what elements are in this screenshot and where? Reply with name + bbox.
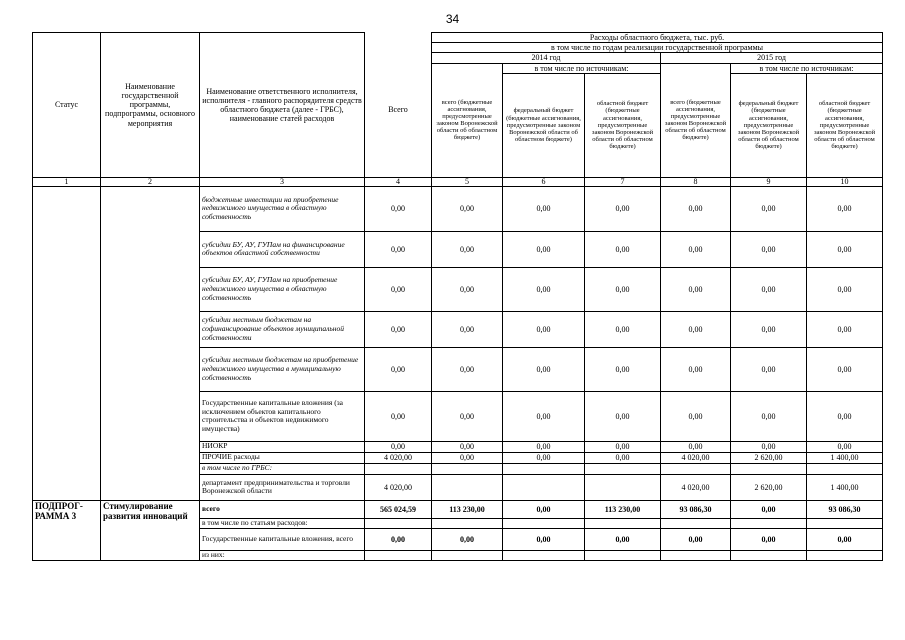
row-label: субсидии местным бюджетам на приобретение недвижимого имущества в муниципальную собственность — [200, 347, 365, 391]
col-number: 10 — [807, 177, 883, 186]
value-cell — [365, 463, 432, 474]
empty-cell — [807, 550, 883, 560]
year-2014-header: 2014 год — [432, 53, 661, 63]
total-header: Всего — [365, 43, 432, 178]
empty-cell — [661, 550, 731, 560]
value-cell: 0,00 — [731, 500, 807, 518]
value-cell: 4 020,00 — [365, 452, 432, 463]
value-cell: 0,00 — [585, 311, 661, 347]
executor-header: Наименование ответственного исполнителя, исполнителя - главного распорядителя средств областного бюджета (далее - ГРБС), наименование статей расходов — [200, 33, 365, 178]
value-cell: 0,00 — [731, 186, 807, 231]
value-cell — [731, 463, 807, 474]
value-cell: 0,00 — [432, 186, 503, 231]
value-cell: 0,00 — [807, 231, 883, 267]
subprogram-name: Стимулирование развития инноваций — [101, 500, 200, 560]
value-cell — [661, 463, 731, 474]
value-cell: 0,00 — [365, 311, 432, 347]
value-cell: 0,00 — [585, 231, 661, 267]
column-numbers-row — [33, 177, 883, 186]
empty-cell — [731, 550, 807, 560]
row-label: субсидии БУ, АУ, ГУПам на финансирование объектов областной собственности — [200, 231, 365, 267]
value-cell: 0,00 — [365, 528, 432, 550]
col-number: 7 — [585, 177, 661, 186]
value-cell: 0,00 — [503, 441, 585, 452]
all-budget-2014-header: всего (бюджетные ассигнования, предусмотренные законом Воронежской области об областном бюджете) — [432, 63, 503, 177]
value-cell: 0,00 — [432, 311, 503, 347]
value-cell: 0,00 — [503, 186, 585, 231]
row-label: в том числе по ГРБС: — [200, 463, 365, 474]
value-cell: 0,00 — [432, 391, 503, 441]
value-cell: 0,00 — [661, 347, 731, 391]
value-cell: 0,00 — [661, 528, 731, 550]
value-cell: 113 230,00 — [585, 500, 661, 518]
value-cell: 0,00 — [432, 528, 503, 550]
value-cell: 0,00 — [731, 267, 807, 311]
of-them-label: из них: — [200, 550, 365, 560]
page-number: 34 — [445, 12, 460, 26]
col-number: 1 — [33, 177, 101, 186]
row-label: ПРОЧИЕ расходы — [200, 452, 365, 463]
value-cell: 0,00 — [365, 186, 432, 231]
value-cell — [585, 474, 661, 500]
col-number: 6 — [503, 177, 585, 186]
empty-cell — [731, 518, 807, 528]
value-cell: 93 086,30 — [661, 500, 731, 518]
row-label: департамент предпринимательства и торговли Воронежской области — [200, 474, 365, 500]
value-cell: 0,00 — [807, 267, 883, 311]
value-cell: 0,00 — [585, 441, 661, 452]
value-cell: 0,00 — [503, 391, 585, 441]
col-number: 5 — [432, 177, 503, 186]
value-cell: 0,00 — [807, 347, 883, 391]
regional-2014-header: областной бюджет (бюджетные ассигнования, предусмотренные законом Воронежской области об областном бюджете) — [585, 73, 661, 177]
value-cell: 0,00 — [432, 452, 503, 463]
value-cell: 0,00 — [503, 347, 585, 391]
col-number: 2 — [101, 177, 200, 186]
col-number: 3 — [200, 177, 365, 186]
value-cell: 4 020,00 — [661, 474, 731, 500]
value-cell: 0,00 — [585, 186, 661, 231]
program-empty-cell — [101, 186, 200, 500]
col-number: 4 — [365, 177, 432, 186]
budget-table — [32, 32, 883, 561]
value-cell: 0,00 — [731, 441, 807, 452]
value-cell: 0,00 — [503, 500, 585, 518]
value-cell — [432, 463, 503, 474]
table-row — [33, 186, 883, 231]
col-number: 8 — [661, 177, 731, 186]
value-cell: 0,00 — [661, 231, 731, 267]
empty-cell — [585, 550, 661, 560]
value-cell: 0,00 — [365, 231, 432, 267]
all-budget-2015-header: всего (бюджетные ассигнования, предусмотренные законом Воронежской области об областном бюджете) — [661, 63, 731, 177]
value-cell: 0,00 — [432, 441, 503, 452]
col-number: 9 — [731, 177, 807, 186]
regional-2015-header: областной бюджет (бюджетные ассигнования, предусмотренные законом Воронежской области об областном бюджете) — [807, 73, 883, 177]
year-2015-header: 2015 год — [661, 53, 883, 63]
value-cell: 0,00 — [807, 441, 883, 452]
value-cell: 0,00 — [731, 347, 807, 391]
empty-cell — [432, 550, 503, 560]
row-label: бюджетные инвестиции на приобретение недвижимого имущества в областную собственность — [200, 186, 365, 231]
by-sources-2015-header: в том числе по источникам: — [731, 63, 883, 73]
value-cell: 0,00 — [731, 231, 807, 267]
value-cell — [585, 463, 661, 474]
value-cell: 0,00 — [432, 231, 503, 267]
empty-cell — [661, 518, 731, 528]
value-cell: 1 400,00 — [807, 474, 883, 500]
value-cell: 0,00 — [585, 528, 661, 550]
value-cell: 0,00 — [661, 441, 731, 452]
status-empty-cell — [33, 186, 101, 500]
value-cell: 0,00 — [585, 391, 661, 441]
program-name-header: Наименование государственной программы, подпрограммы, основного мероприятия — [101, 33, 200, 178]
value-cell — [503, 474, 585, 500]
by-articles-label: в том числе по статьям расходов: — [200, 518, 365, 528]
value-cell: 0,00 — [731, 311, 807, 347]
value-cell: 4 020,00 — [661, 452, 731, 463]
subprogram-status: ПОДПРОГ-РАММА 3 — [33, 500, 101, 560]
value-cell: 0,00 — [807, 528, 883, 550]
value-cell: 0,00 — [585, 267, 661, 311]
row-label: Государственные капитальные вложения (за исключением объектов капитального строительства и объектов недвижимого имущества) — [200, 391, 365, 441]
row-label: субсидии БУ, АУ, ГУПам на приобретение недвижимого имущества в областную собственность — [200, 267, 365, 311]
value-cell: 0,00 — [365, 347, 432, 391]
value-cell — [503, 463, 585, 474]
value-cell: 565 024,59 — [365, 500, 432, 518]
value-cell: 1 400,00 — [807, 452, 883, 463]
value-cell: 0,00 — [661, 311, 731, 347]
by-years-header: в том числе по годам реализации государственной программы — [432, 43, 883, 53]
value-cell: 0,00 — [661, 391, 731, 441]
empty-cell — [585, 518, 661, 528]
value-cell: 93 086,30 — [807, 500, 883, 518]
value-cell: 0,00 — [503, 267, 585, 311]
value-cell: 0,00 — [731, 528, 807, 550]
value-cell — [807, 463, 883, 474]
federal-2015-header: федеральный бюджет (бюджетные ассигнования, предусмотренные законом Воронежской области об областном бюджете) — [731, 73, 807, 177]
value-cell: 0,00 — [585, 347, 661, 391]
by-sources-2014-header: в том числе по источникам: — [503, 63, 661, 73]
federal-2014-header: федеральный бюджет (бюджетные ассигнования, предусмотренные законом Воронежской области об областном бюджете) — [503, 73, 585, 177]
status-header: Статус — [33, 33, 101, 178]
value-cell: 0,00 — [503, 528, 585, 550]
value-cell: 0,00 — [432, 267, 503, 311]
value-cell: 0,00 — [807, 186, 883, 231]
value-cell: 113 230,00 — [432, 500, 503, 518]
value-cell: 0,00 — [807, 311, 883, 347]
value-cell: 0,00 — [585, 452, 661, 463]
empty-cell — [365, 550, 432, 560]
empty-cell — [503, 550, 585, 560]
value-cell: 0,00 — [503, 311, 585, 347]
capital-label: Государственные капитальные вложения, всего — [200, 528, 365, 550]
value-cell: 0,00 — [661, 186, 731, 231]
value-cell: 2 620,00 — [731, 452, 807, 463]
value-cell: 0,00 — [503, 452, 585, 463]
empty-cell — [365, 518, 432, 528]
value-cell: 0,00 — [503, 231, 585, 267]
value-cell: 0,00 — [807, 391, 883, 441]
value-cell: 0,00 — [365, 391, 432, 441]
expenses-header: Расходы областного бюджета, тыс. руб. — [432, 33, 883, 43]
value-cell: 0,00 — [661, 267, 731, 311]
empty-cell — [503, 518, 585, 528]
value-cell: 0,00 — [365, 267, 432, 311]
row-label: субсидии местным бюджетам на софинансирование объектов муниципальной собственности — [200, 311, 365, 347]
value-cell: 2 620,00 — [731, 474, 807, 500]
value-cell: 0,00 — [731, 391, 807, 441]
empty-cell — [807, 518, 883, 528]
value-cell: 4 020,00 — [365, 474, 432, 500]
subprogram-total-label: всего — [200, 500, 365, 518]
empty-cell — [432, 518, 503, 528]
value-cell — [432, 474, 503, 500]
value-cell: 0,00 — [432, 347, 503, 391]
value-cell: 0,00 — [365, 441, 432, 452]
row-label: НИОКР — [200, 441, 365, 452]
table-row — [33, 500, 883, 518]
